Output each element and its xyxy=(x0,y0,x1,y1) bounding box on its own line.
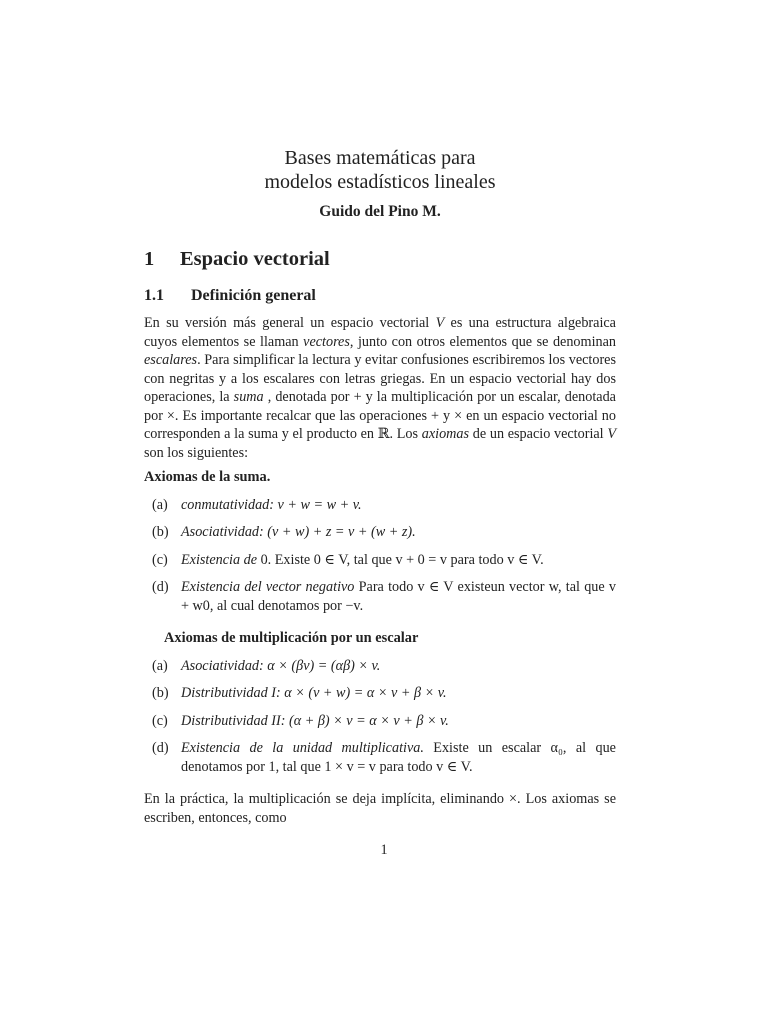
item-tag: (d) xyxy=(152,740,169,756)
axiom-name: Distributividad II: xyxy=(181,712,286,729)
item-tag: (c) xyxy=(152,551,168,568)
axiom-name: Distributividad I: xyxy=(181,685,281,701)
list-item xyxy=(144,712,616,731)
list-item xyxy=(144,739,616,776)
axiom-formula: α × (v + w) = α × v + β × v. xyxy=(284,685,447,701)
list-item xyxy=(144,496,616,515)
document-page xyxy=(144,146,616,827)
section-heading xyxy=(144,246,616,272)
list-item xyxy=(144,578,616,615)
item-tag: (a) xyxy=(152,657,168,674)
sum-axioms-list xyxy=(144,496,616,616)
subsection-heading xyxy=(144,286,616,306)
list-item xyxy=(144,684,616,703)
list-item xyxy=(144,657,616,676)
intro-text-2: es una estructura algebraica cuyos elementos se llaman xyxy=(144,315,616,350)
section-title: Espacio vectorial xyxy=(180,248,330,270)
axiom-formula: 0. Existe 0 ∈ V, tal que v + 0 = v para todo v ∈ V. xyxy=(260,551,544,568)
intro-symbol-v-2: V xyxy=(607,426,616,442)
axiom-name: Asociatividad: xyxy=(181,524,264,540)
intro-term-axiomas: axiomas xyxy=(421,426,470,442)
section-number: 1 xyxy=(144,248,155,270)
subsection-title: Definición general xyxy=(191,287,316,304)
mult-axioms-heading: Axiomas de multiplicación por un escalar xyxy=(164,630,419,646)
subsection-number: 1.1 xyxy=(144,287,164,304)
title-line-1: Bases matemáticas para xyxy=(284,147,476,169)
document-author: Guido del Pino M. xyxy=(319,203,441,220)
intro-term-escalares: escalares xyxy=(144,352,198,368)
axiom-formula: Para todo v ∈ V existeun vector w, tal que v + w0, al cual denotamos por −v. xyxy=(181,579,617,614)
intro-text-7: son los siguientes: xyxy=(144,444,249,461)
intro-text-3: , junto con otros elementos que se denominan xyxy=(349,333,616,350)
title-line-2: modelos estadísticos lineales xyxy=(264,171,496,193)
axiom-name: conmutatividad: xyxy=(181,496,274,513)
intro-text-1: En su versión más general un espacio vectorial xyxy=(144,315,430,331)
mult-axioms-list xyxy=(144,657,616,777)
page-number: 1 xyxy=(380,842,388,858)
axiom-name: Existencia de xyxy=(181,551,258,568)
closing-paragraph: En la práctica, la multiplicación se deja implícita, eliminando ×. Los axiomas se escriben, entonces, como xyxy=(144,791,616,826)
list-item xyxy=(144,523,616,542)
item-tag: (d) xyxy=(152,579,169,595)
intro-symbol-v: V xyxy=(435,315,445,331)
item-tag: (b) xyxy=(152,524,169,540)
item-tag: (c) xyxy=(152,712,168,729)
intro-text-4: . Para simplificar la lectura y evitar confusiones escribiremos los vectores con negritas y a los escalares con letras griegas. En un espacio vectorial hay dos operaciones, la xyxy=(144,352,616,405)
intro-text-5: , denotada por + y la multiplicación por un escalar, denotada por ×. Es importante recalcar que las operaciones + y × en un espacio vectorial no corresponden a la suma y el producto en ℝ. Los xyxy=(144,389,616,442)
document-title xyxy=(144,146,616,194)
axiom-formula: α × (βv) = (αβ) × v. xyxy=(267,657,381,674)
axiom-formula: (α + β) × v = α × v + β × v. xyxy=(288,712,449,729)
axiom-name: Asociatividad: xyxy=(181,657,264,674)
axiom-formula: Existe un escalar α₀, al que denotamos por 1, tal que 1 × v = v para todo v ∈ V. xyxy=(181,740,616,775)
list-item xyxy=(144,551,616,570)
axiom-formula: v + w = w + v. xyxy=(277,496,362,513)
axiom-name: Existencia de la unidad multiplicativa. xyxy=(181,740,424,756)
intro-term-suma: suma xyxy=(233,389,264,405)
item-tag: (a) xyxy=(152,496,168,513)
sum-axioms-heading: Axiomas de la suma. xyxy=(144,469,271,485)
intro-text-6: de un espacio vectorial xyxy=(469,426,608,442)
item-tag: (b) xyxy=(152,685,169,701)
intro-term-vectores: vectores xyxy=(303,333,350,350)
axiom-formula: (v + w) + z = v + (w + z). xyxy=(267,524,416,540)
intro-paragraph xyxy=(144,314,616,462)
axiom-name: Existencia del vector negativo xyxy=(181,579,355,595)
